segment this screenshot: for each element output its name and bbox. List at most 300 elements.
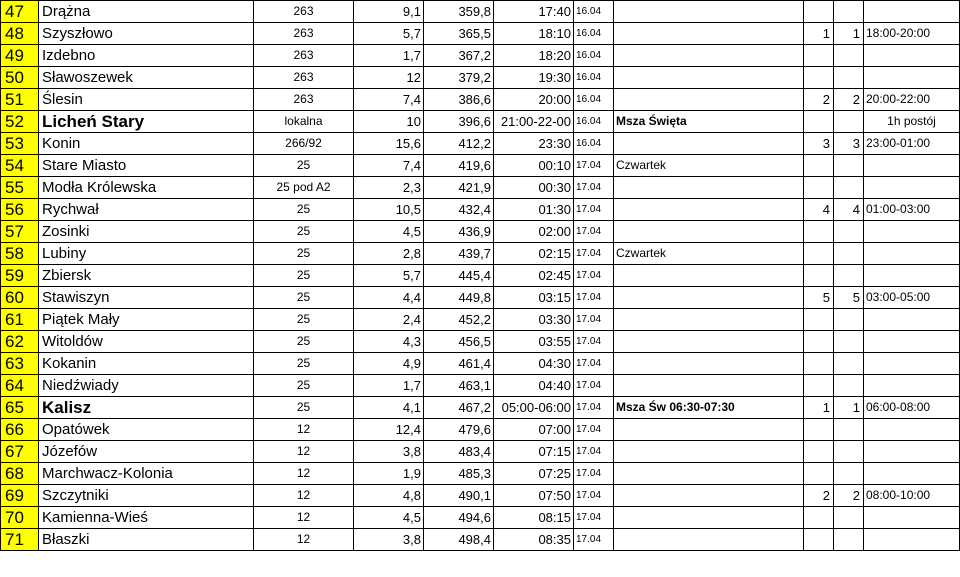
stop-name-cell: Rychwał (39, 199, 254, 221)
note-cell (614, 45, 804, 67)
stop-name-cell: Szczytniki (39, 485, 254, 507)
table-row (1, 177, 960, 199)
arrival-date-cell: 16.04 (574, 1, 614, 23)
time-slot-cell: 18:00-20:00 (864, 23, 960, 45)
table-row (1, 89, 960, 111)
table-row (1, 133, 960, 155)
arrival-date-cell: 17.04 (574, 441, 614, 463)
table-row (1, 221, 960, 243)
arrival-time-cell: 21:00-22-00 (494, 111, 574, 133)
shift-a-cell (804, 155, 834, 177)
table-row (1, 441, 960, 463)
note-cell (614, 485, 804, 507)
segment-distance-cell: 12,4 (354, 419, 424, 441)
note-cell (614, 221, 804, 243)
shift-b-cell (834, 353, 864, 375)
shift-b-cell: 4 (834, 199, 864, 221)
arrival-date-cell: 17.04 (574, 331, 614, 353)
arrival-date-cell: 16.04 (574, 111, 614, 133)
stop-number-cell: 49 (1, 45, 39, 67)
time-slot-cell: 03:00-05:00 (864, 287, 960, 309)
arrival-time-cell: 02:00 (494, 221, 574, 243)
stop-number-cell: 51 (1, 89, 39, 111)
stop-name-cell: Konin (39, 133, 254, 155)
shift-b-cell (834, 265, 864, 287)
shift-b-cell (834, 529, 864, 551)
stop-number-cell: 67 (1, 441, 39, 463)
cumulative-distance-cell: 359,8 (424, 1, 494, 23)
time-slot-cell (864, 309, 960, 331)
shift-b-cell (834, 375, 864, 397)
arrival-date-cell: 17.04 (574, 177, 614, 199)
note-cell (614, 199, 804, 221)
shift-a-cell: 5 (804, 287, 834, 309)
road-number-cell: 25 (254, 221, 354, 243)
stop-name-cell: Drążna (39, 1, 254, 23)
time-slot-cell (864, 375, 960, 397)
shift-a-cell (804, 507, 834, 529)
shift-b-cell (834, 331, 864, 353)
stop-number-cell: 68 (1, 463, 39, 485)
stop-name-cell: Kamienna-Wieś (39, 507, 254, 529)
table-row (1, 67, 960, 89)
stop-name-cell: Błaszki (39, 529, 254, 551)
shift-a-cell (804, 375, 834, 397)
stop-name-cell: Witoldów (39, 331, 254, 353)
stop-name-cell: Modła Królewska (39, 177, 254, 199)
road-number-cell: 12 (254, 463, 354, 485)
time-slot-cell: 20:00-22:00 (864, 89, 960, 111)
segment-distance-cell: 2,3 (354, 177, 424, 199)
road-number-cell: 25 (254, 375, 354, 397)
note-cell (614, 265, 804, 287)
cumulative-distance-cell: 439,7 (424, 243, 494, 265)
arrival-time-cell: 00:10 (494, 155, 574, 177)
note-cell: Msza Święta (614, 111, 804, 133)
road-number-cell: 12 (254, 507, 354, 529)
arrival-date-cell: 16.04 (574, 45, 614, 67)
cumulative-distance-cell: 449,8 (424, 287, 494, 309)
shift-b-cell (834, 1, 864, 23)
shift-b-cell: 1 (834, 23, 864, 45)
time-slot-cell: 1h postój (864, 111, 960, 133)
time-slot-cell (864, 353, 960, 375)
stop-name-cell: Piątek Mały (39, 309, 254, 331)
table-row (1, 375, 960, 397)
arrival-date-cell: 16.04 (574, 133, 614, 155)
arrival-time-cell: 07:50 (494, 485, 574, 507)
time-slot-cell (864, 177, 960, 199)
arrival-time-cell: 00:30 (494, 177, 574, 199)
arrival-time-cell: 07:00 (494, 419, 574, 441)
note-cell (614, 507, 804, 529)
cumulative-distance-cell: 419,6 (424, 155, 494, 177)
note-cell (614, 67, 804, 89)
time-slot-cell (864, 331, 960, 353)
segment-distance-cell: 3,8 (354, 529, 424, 551)
shift-a-cell: 2 (804, 89, 834, 111)
segment-distance-cell: 15,6 (354, 133, 424, 155)
time-slot-cell (864, 265, 960, 287)
segment-distance-cell: 7,4 (354, 89, 424, 111)
stop-name-cell: Marchwacz-Kolonia (39, 463, 254, 485)
segment-distance-cell: 4,5 (354, 507, 424, 529)
arrival-time-cell: 08:35 (494, 529, 574, 551)
segment-distance-cell: 4,3 (354, 331, 424, 353)
stop-number-cell: 63 (1, 353, 39, 375)
note-cell (614, 463, 804, 485)
time-slot-cell (864, 529, 960, 551)
stop-name-cell: Kokanin (39, 353, 254, 375)
cumulative-distance-cell: 432,4 (424, 199, 494, 221)
stop-number-cell: 71 (1, 529, 39, 551)
cumulative-distance-cell: 412,2 (424, 133, 494, 155)
stop-number-cell: 58 (1, 243, 39, 265)
shift-a-cell (804, 353, 834, 375)
road-number-cell: 12 (254, 419, 354, 441)
road-number-cell: 25 (254, 155, 354, 177)
cumulative-distance-cell: 436,9 (424, 221, 494, 243)
segment-distance-cell: 12 (354, 67, 424, 89)
shift-a-cell: 1 (804, 397, 834, 419)
cumulative-distance-cell: 365,5 (424, 23, 494, 45)
shift-a-cell (804, 419, 834, 441)
note-cell (614, 375, 804, 397)
stop-name-cell: Ślesin (39, 89, 254, 111)
road-number-cell: 263 (254, 89, 354, 111)
segment-distance-cell: 4,4 (354, 287, 424, 309)
arrival-date-cell: 17.04 (574, 309, 614, 331)
arrival-time-cell: 04:40 (494, 375, 574, 397)
note-cell (614, 89, 804, 111)
shift-a-cell: 4 (804, 199, 834, 221)
table-row (1, 331, 960, 353)
road-number-cell: 25 (254, 199, 354, 221)
time-slot-cell (864, 419, 960, 441)
shift-a-cell (804, 309, 834, 331)
cumulative-distance-cell: 467,2 (424, 397, 494, 419)
table-row (1, 265, 960, 287)
segment-distance-cell: 4,1 (354, 397, 424, 419)
cumulative-distance-cell: 479,6 (424, 419, 494, 441)
shift-a-cell (804, 45, 834, 67)
note-cell: Czwartek (614, 243, 804, 265)
table-row (1, 397, 960, 419)
road-number-cell: 263 (254, 67, 354, 89)
cumulative-distance-cell: 379,2 (424, 67, 494, 89)
stop-name-cell: Stawiszyn (39, 287, 254, 309)
time-slot-cell (864, 243, 960, 265)
note-cell: Msza Św 06:30-07:30 (614, 397, 804, 419)
time-slot-cell: 06:00-08:00 (864, 397, 960, 419)
table-row (1, 507, 960, 529)
shift-a-cell (804, 177, 834, 199)
segment-distance-cell: 7,4 (354, 155, 424, 177)
arrival-date-cell: 17.04 (574, 529, 614, 551)
table-row (1, 1, 960, 23)
shift-b-cell: 2 (834, 89, 864, 111)
stop-number-cell: 47 (1, 1, 39, 23)
stop-name-cell: Sławoszewek (39, 67, 254, 89)
note-cell (614, 23, 804, 45)
stop-number-cell: 59 (1, 265, 39, 287)
road-number-cell: 25 (254, 309, 354, 331)
shift-a-cell (804, 221, 834, 243)
note-cell (614, 133, 804, 155)
arrival-date-cell: 17.04 (574, 155, 614, 177)
shift-b-cell (834, 111, 864, 133)
road-number-cell: 25 (254, 287, 354, 309)
table-row (1, 463, 960, 485)
segment-distance-cell: 4,5 (354, 221, 424, 243)
stop-name-cell: Stare Miasto (39, 155, 254, 177)
stop-number-cell: 57 (1, 221, 39, 243)
segment-distance-cell: 3,8 (354, 441, 424, 463)
shift-a-cell (804, 265, 834, 287)
arrival-time-cell: 18:20 (494, 45, 574, 67)
note-cell (614, 177, 804, 199)
cumulative-distance-cell: 386,6 (424, 89, 494, 111)
table-row (1, 309, 960, 331)
stop-number-cell: 52 (1, 111, 39, 133)
segment-distance-cell: 10 (354, 111, 424, 133)
shift-a-cell (804, 441, 834, 463)
note-cell (614, 309, 804, 331)
shift-b-cell: 1 (834, 397, 864, 419)
table-row (1, 45, 960, 67)
road-number-cell: 12 (254, 529, 354, 551)
arrival-date-cell: 17.04 (574, 265, 614, 287)
table-row (1, 23, 960, 45)
segment-distance-cell: 5,7 (354, 23, 424, 45)
arrival-time-cell: 05:00-06:00 (494, 397, 574, 419)
time-slot-cell (864, 1, 960, 23)
cumulative-distance-cell: 498,4 (424, 529, 494, 551)
road-number-cell: 266/92 (254, 133, 354, 155)
segment-distance-cell: 2,8 (354, 243, 424, 265)
table-row (1, 199, 960, 221)
arrival-time-cell: 04:30 (494, 353, 574, 375)
stop-number-cell: 48 (1, 23, 39, 45)
table-row (1, 485, 960, 507)
road-number-cell: 12 (254, 485, 354, 507)
arrival-date-cell: 17.04 (574, 353, 614, 375)
table-body (1, 1, 960, 551)
note-cell (614, 353, 804, 375)
arrival-date-cell: 17.04 (574, 485, 614, 507)
cumulative-distance-cell: 367,2 (424, 45, 494, 67)
stop-number-cell: 50 (1, 67, 39, 89)
arrival-time-cell: 07:15 (494, 441, 574, 463)
stop-number-cell: 53 (1, 133, 39, 155)
cumulative-distance-cell: 483,4 (424, 441, 494, 463)
cumulative-distance-cell: 463,1 (424, 375, 494, 397)
time-slot-cell (864, 67, 960, 89)
shift-a-cell (804, 331, 834, 353)
stop-number-cell: 56 (1, 199, 39, 221)
note-cell (614, 287, 804, 309)
arrival-time-cell: 08:15 (494, 507, 574, 529)
table-row (1, 111, 960, 133)
cumulative-distance-cell: 421,9 (424, 177, 494, 199)
arrival-date-cell: 17.04 (574, 397, 614, 419)
time-slot-cell (864, 441, 960, 463)
road-number-cell: 25 (254, 243, 354, 265)
table-row (1, 529, 960, 551)
table-row (1, 419, 960, 441)
cumulative-distance-cell: 490,1 (424, 485, 494, 507)
arrival-date-cell: 17.04 (574, 375, 614, 397)
shift-b-cell (834, 419, 864, 441)
arrival-time-cell: 19:30 (494, 67, 574, 89)
shift-a-cell (804, 463, 834, 485)
stop-number-cell: 70 (1, 507, 39, 529)
stop-name-cell: Lubiny (39, 243, 254, 265)
road-number-cell: 25 (254, 265, 354, 287)
arrival-time-cell: 17:40 (494, 1, 574, 23)
time-slot-cell: 23:00-01:00 (864, 133, 960, 155)
table-row (1, 287, 960, 309)
shift-a-cell (804, 111, 834, 133)
cumulative-distance-cell: 445,4 (424, 265, 494, 287)
arrival-time-cell: 03:30 (494, 309, 574, 331)
time-slot-cell (864, 507, 960, 529)
arrival-time-cell: 03:55 (494, 331, 574, 353)
shift-b-cell (834, 67, 864, 89)
shift-b-cell (834, 441, 864, 463)
shift-b-cell (834, 45, 864, 67)
cumulative-distance-cell: 456,5 (424, 331, 494, 353)
arrival-date-cell: 16.04 (574, 23, 614, 45)
cumulative-distance-cell: 494,6 (424, 507, 494, 529)
arrival-date-cell: 16.04 (574, 67, 614, 89)
arrival-date-cell: 17.04 (574, 287, 614, 309)
shift-b-cell (834, 463, 864, 485)
shift-b-cell (834, 243, 864, 265)
segment-distance-cell: 10,5 (354, 199, 424, 221)
arrival-time-cell: 02:45 (494, 265, 574, 287)
stop-name-cell: Izdebno (39, 45, 254, 67)
stop-number-cell: 69 (1, 485, 39, 507)
stop-name-cell: Zosinki (39, 221, 254, 243)
stop-number-cell: 64 (1, 375, 39, 397)
arrival-date-cell: 16.04 (574, 89, 614, 111)
shift-a-cell: 3 (804, 133, 834, 155)
shift-b-cell (834, 155, 864, 177)
segment-distance-cell: 1,7 (354, 45, 424, 67)
stop-number-cell: 54 (1, 155, 39, 177)
table-row (1, 353, 960, 375)
arrival-date-cell: 17.04 (574, 463, 614, 485)
note-cell: Czwartek (614, 155, 804, 177)
shift-b-cell (834, 221, 864, 243)
shift-a-cell (804, 67, 834, 89)
arrival-date-cell: 17.04 (574, 507, 614, 529)
arrival-date-cell: 17.04 (574, 419, 614, 441)
note-cell (614, 1, 804, 23)
stop-number-cell: 65 (1, 397, 39, 419)
road-number-cell: 25 (254, 331, 354, 353)
arrival-date-cell: 17.04 (574, 243, 614, 265)
stop-number-cell: 66 (1, 419, 39, 441)
cumulative-distance-cell: 396,6 (424, 111, 494, 133)
arrival-date-cell: 17.04 (574, 199, 614, 221)
segment-distance-cell: 5,7 (354, 265, 424, 287)
stop-number-cell: 60 (1, 287, 39, 309)
arrival-time-cell: 18:10 (494, 23, 574, 45)
road-number-cell: 12 (254, 441, 354, 463)
stop-number-cell: 61 (1, 309, 39, 331)
time-slot-cell (864, 45, 960, 67)
segment-distance-cell: 4,9 (354, 353, 424, 375)
stop-name-cell: Niedźwiady (39, 375, 254, 397)
stop-number-cell: 62 (1, 331, 39, 353)
road-number-cell: 263 (254, 23, 354, 45)
stop-number-cell: 55 (1, 177, 39, 199)
time-slot-cell (864, 463, 960, 485)
table-row (1, 243, 960, 265)
arrival-time-cell: 02:15 (494, 243, 574, 265)
shift-b-cell: 3 (834, 133, 864, 155)
cumulative-distance-cell: 452,2 (424, 309, 494, 331)
time-slot-cell: 01:00-03:00 (864, 199, 960, 221)
shift-a-cell (804, 529, 834, 551)
stop-name-cell: Licheń Stary (39, 111, 254, 133)
shift-a-cell: 2 (804, 485, 834, 507)
note-cell (614, 331, 804, 353)
stop-name-cell: Kalisz (39, 397, 254, 419)
shift-b-cell (834, 177, 864, 199)
road-number-cell: 263 (254, 45, 354, 67)
arrival-time-cell: 07:25 (494, 463, 574, 485)
shift-a-cell (804, 1, 834, 23)
stop-name-cell: Szyszłowo (39, 23, 254, 45)
arrival-time-cell: 23:30 (494, 133, 574, 155)
stop-name-cell: Zbiersk (39, 265, 254, 287)
road-number-cell: 25 (254, 353, 354, 375)
arrival-date-cell: 17.04 (574, 221, 614, 243)
segment-distance-cell: 2,4 (354, 309, 424, 331)
shift-a-cell (804, 243, 834, 265)
time-slot-cell (864, 155, 960, 177)
note-cell (614, 419, 804, 441)
shift-b-cell (834, 507, 864, 529)
segment-distance-cell: 1,9 (354, 463, 424, 485)
arrival-time-cell: 01:30 (494, 199, 574, 221)
shift-b-cell (834, 309, 864, 331)
table-row (1, 155, 960, 177)
note-cell (614, 441, 804, 463)
stop-name-cell: Józefów (39, 441, 254, 463)
arrival-time-cell: 03:15 (494, 287, 574, 309)
road-number-cell: 25 (254, 397, 354, 419)
time-slot-cell: 08:00-10:00 (864, 485, 960, 507)
segment-distance-cell: 4,8 (354, 485, 424, 507)
road-number-cell: 25 pod A2 (254, 177, 354, 199)
road-number-cell: lokalna (254, 111, 354, 133)
stop-name-cell: Opatówek (39, 419, 254, 441)
arrival-time-cell: 20:00 (494, 89, 574, 111)
time-slot-cell (864, 221, 960, 243)
cumulative-distance-cell: 461,4 (424, 353, 494, 375)
shift-a-cell: 1 (804, 23, 834, 45)
road-number-cell: 263 (254, 1, 354, 23)
segment-distance-cell: 9,1 (354, 1, 424, 23)
cumulative-distance-cell: 485,3 (424, 463, 494, 485)
segment-distance-cell: 1,7 (354, 375, 424, 397)
note-cell (614, 529, 804, 551)
shift-b-cell: 2 (834, 485, 864, 507)
